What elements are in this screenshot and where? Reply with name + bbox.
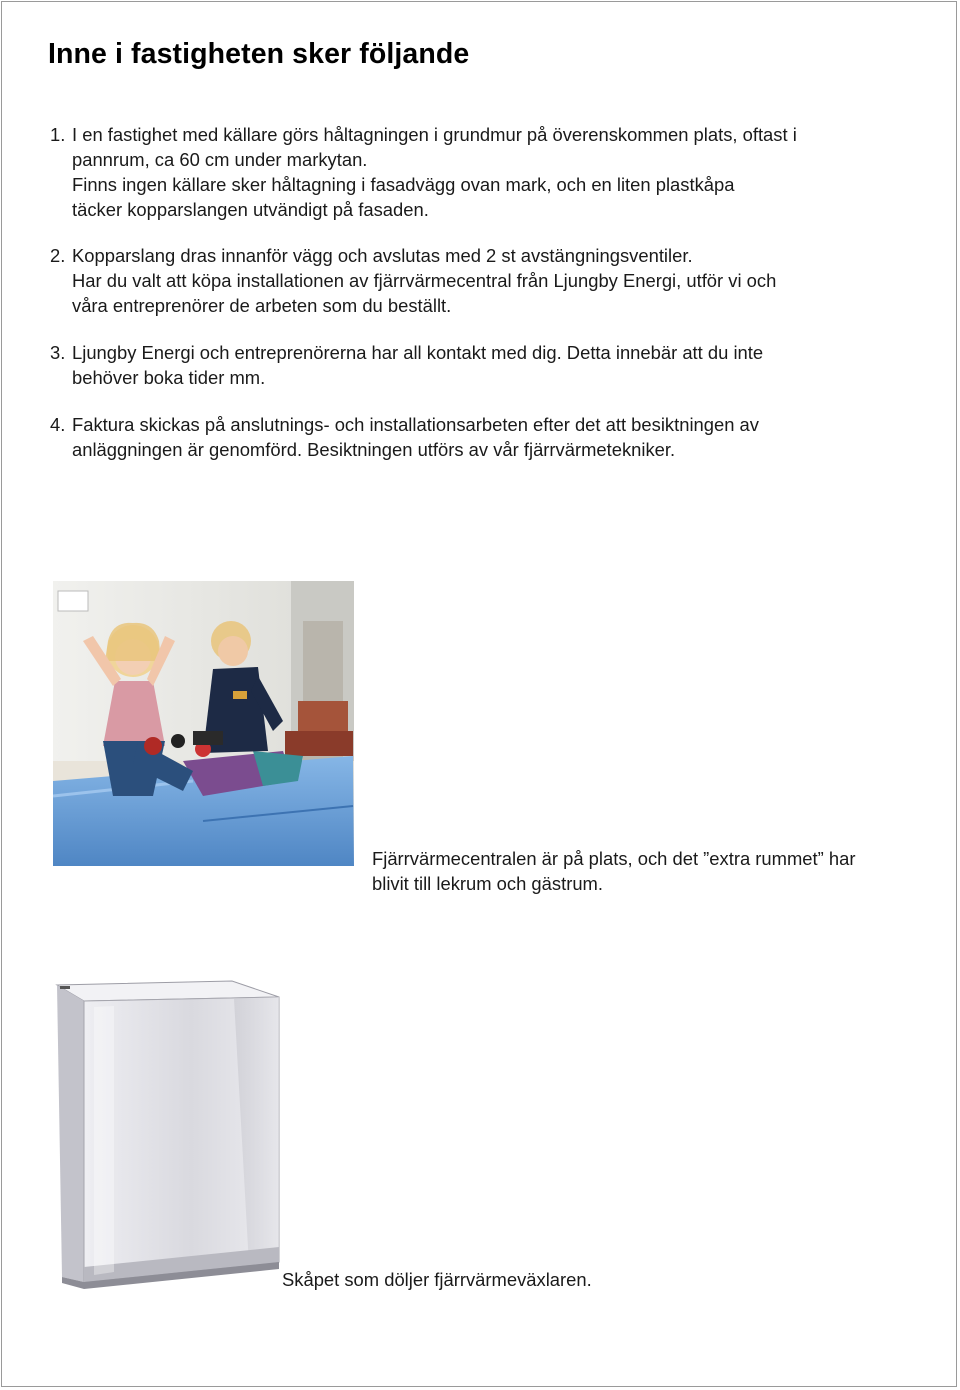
text-line: Finns ingen källare sker håltagning i fasadvägg ovan mark, och en liten plastkåpa xyxy=(72,174,735,195)
list-item-3 xyxy=(50,340,940,390)
photo-illustration xyxy=(53,581,354,866)
list-number: 1. xyxy=(50,124,66,145)
text-line: våra entreprenörer de arbeten som du beställt. xyxy=(72,295,452,316)
list-text xyxy=(50,243,940,318)
cabinet-illustration xyxy=(54,977,283,1290)
text-line: Kopparslang dras innanför vägg och avslutas med 2 st avstängningsventiler. xyxy=(72,245,693,266)
text-line: Ljungby Energi och entreprenörerna har all kontakt med dig. Detta innebär att du inte xyxy=(72,342,764,363)
list-number: 2. xyxy=(50,245,66,266)
list-text xyxy=(50,122,940,222)
list-item-2 xyxy=(50,243,940,318)
text-line: behöver boka tider mm. xyxy=(72,367,266,388)
children-playroom-photo xyxy=(53,581,354,866)
district-heating-cabinet-image xyxy=(54,977,283,1290)
list-number: 3. xyxy=(50,342,66,363)
list-text xyxy=(50,412,940,462)
document-page xyxy=(1,1,957,1387)
caption-line: Fjärrvärmecentralen är på plats, och det ”extra rummet” har xyxy=(372,848,856,869)
photo-caption xyxy=(372,846,855,896)
list-item-1 xyxy=(50,122,940,222)
list-number: 4. xyxy=(50,414,66,435)
caption-line: blivit till lekrum och gästrum. xyxy=(372,873,603,894)
text-line: Faktura skickas på anslutnings- och installationsarbeten efter det att besiktningen av xyxy=(72,414,759,435)
text-line: Har du valt att köpa installationen av fjärrvärmecentral från Ljungby Energi, utför vi och xyxy=(72,270,777,291)
page-heading: Inne i fastigheten sker följande xyxy=(48,38,470,70)
list-item-4 xyxy=(50,412,940,462)
text-line: anläggningen är genomförd. Besiktningen utförs av vår fjärrvärmetekniker. xyxy=(72,439,676,460)
text-line: pannrum, ca 60 cm under markytan. xyxy=(72,149,368,170)
cabinet-caption: Skåpet som döljer fjärrvärmeväxlaren. xyxy=(282,1269,592,1290)
text-line: täcker kopparslangen utvändigt på fasaden. xyxy=(72,199,429,220)
text-line: I en fastighet med källare görs håltagningen i grundmur på överenskommen plats, oftast i xyxy=(72,124,797,145)
list-text xyxy=(50,340,940,390)
